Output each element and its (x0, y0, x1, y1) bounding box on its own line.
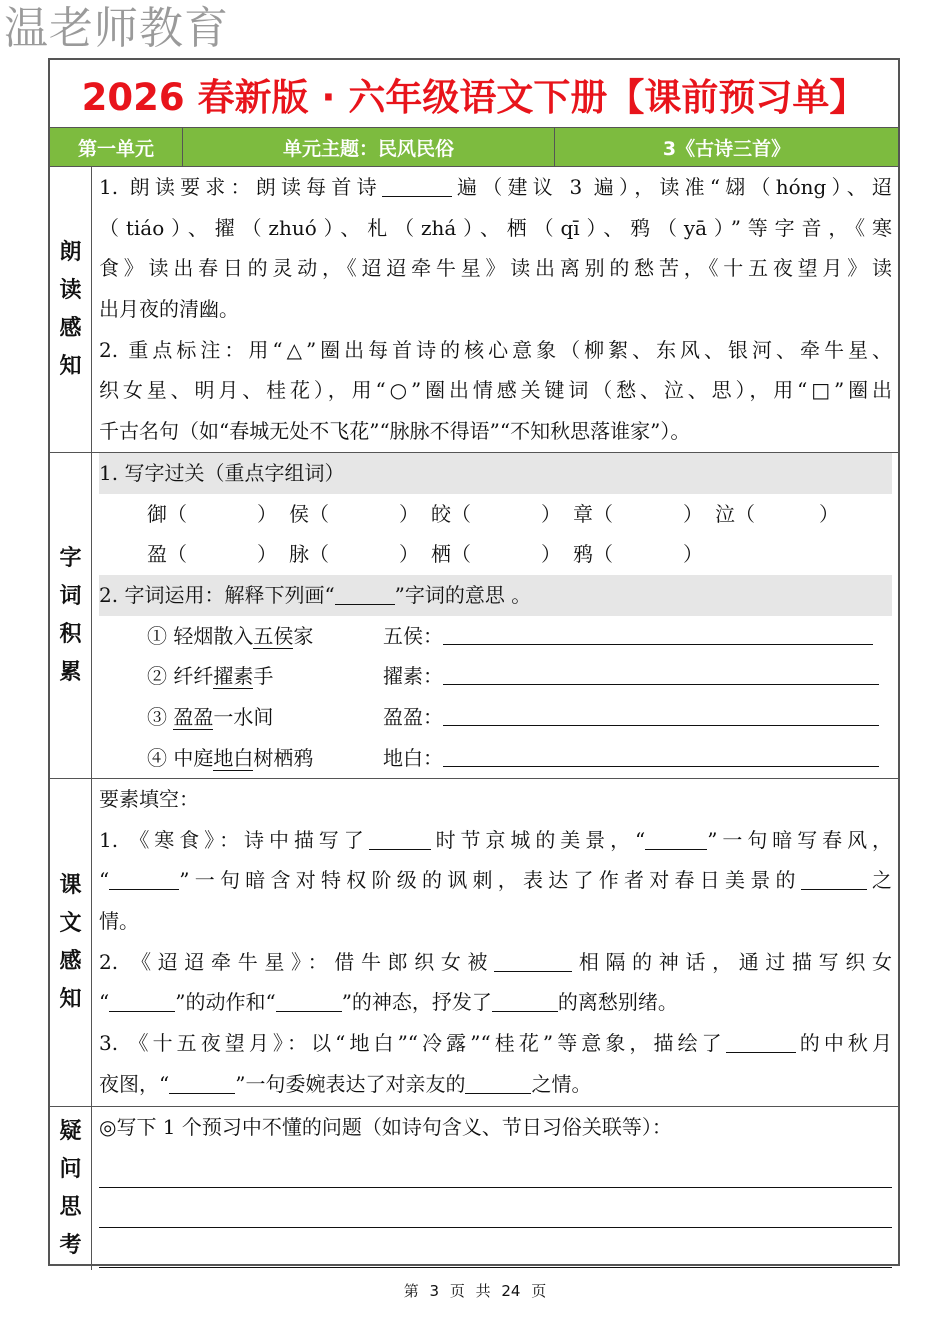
label-char: 疑 (59, 1118, 82, 1144)
answer-blank[interactable] (494, 947, 572, 972)
text-line: “ ”的动作和“ ”的神态，抒发了 的离愁别绪。 (99, 982, 892, 1023)
char-item[interactable]: 章（ ） (573, 501, 703, 526)
section-label-vocab (50, 453, 92, 778)
answer-line[interactable] (443, 620, 873, 645)
text-line: 食》读出春日的灵动，《迢迢牵牛星》读出离别的愁苦，《十五夜望月》读 (99, 256, 892, 281)
answer-blank[interactable] (382, 172, 452, 197)
label-char: 问 (59, 1156, 82, 1182)
question-title: 2. 字词运用：解释下列画“ ”字词的意思 。 (99, 575, 892, 616)
char-item[interactable]: 栖（ ） (431, 542, 561, 567)
char-item[interactable]: 皎（ ） (431, 501, 561, 526)
answer-blank[interactable] (726, 1028, 796, 1053)
question-content (92, 1107, 898, 1270)
char-item[interactable]: 盈（ ） (147, 542, 277, 567)
text-line: 1. 《寒食》：诗中描写了 时节京城的美景，“ ”一句暗写春风， (99, 820, 892, 861)
section-label-text (50, 779, 92, 1106)
char-item[interactable]: 泣（ ） (715, 501, 839, 526)
char-row (99, 534, 892, 575)
theme-cell: 单元主题：民风民俗 (183, 128, 555, 166)
label-char: 累 (59, 659, 82, 685)
text-line: 3. 《十五夜望月》：以“地白”“冷露”“桂花”等意象，描绘了 的中秋月 (99, 1023, 892, 1064)
question-title: 1. 写字过关（重点字组词） (99, 453, 892, 494)
label-char: 朗 (59, 239, 82, 265)
text-line: 出月夜的清幽。 (99, 297, 239, 322)
reading-content (92, 167, 898, 452)
char-item[interactable]: 御（ ） (147, 501, 277, 526)
section-label-reading (50, 167, 92, 452)
watermark: 温老师教育 (4, 3, 229, 54)
label-char: 读 (59, 277, 82, 303)
answer-line[interactable] (99, 1148, 892, 1188)
vocab-item: ④ 中庭地白树栖鸦 地白： (99, 738, 892, 779)
worksheet (48, 58, 900, 1266)
answer-blank[interactable] (109, 865, 179, 890)
vocab-item: ① 轻烟散入五侯家 五侯： (99, 616, 892, 657)
vocab-item: ② 纤纤擢素手 擢素： (99, 656, 892, 697)
answer-blank[interactable] (492, 987, 558, 1012)
char-item[interactable]: 侯（ ） (289, 501, 419, 526)
underline-sample (335, 580, 395, 605)
label-char: 考 (59, 1232, 82, 1258)
answer-line[interactable] (443, 701, 879, 726)
answer-blank[interactable] (276, 987, 342, 1012)
label-char: 感 (59, 315, 82, 341)
answer-blank[interactable] (109, 987, 175, 1012)
answer-blank[interactable] (645, 825, 707, 850)
text-line: 织女星、明月、桂花），用“○”圈出情感关键词（愁、泣、思），用“□”圈出 (99, 378, 892, 403)
label-char: 字 (59, 545, 82, 571)
answer-blank[interactable] (169, 1069, 235, 1094)
answer-line[interactable] (99, 1188, 892, 1228)
answer-line[interactable] (99, 1228, 892, 1268)
page-footer: 第 3 页 共 24 页 (403, 1282, 547, 1300)
lesson-cell: 3《古诗三首》 (662, 137, 791, 160)
answer-blank[interactable] (369, 825, 431, 850)
text-content (92, 779, 898, 1106)
section-label-question (50, 1107, 92, 1270)
text-line: 千古名句（如“春城无处不飞花”“脉脉不得语”“不知秋思落谁家”）。 (99, 419, 691, 444)
unit-cell: 第一单元 (50, 128, 183, 166)
answer-blank[interactable] (801, 865, 867, 890)
char-item[interactable]: 脉（ ） (289, 542, 419, 567)
worksheet-title: 2026 春新版 · 六年级语文下册【课前预习单】 (50, 60, 898, 128)
text-line: “ ”一句暗含对特权阶级的讽刺，表达了作者对春日美景的 之 (99, 860, 892, 901)
label-char: 积 (59, 621, 82, 647)
char-row (99, 494, 892, 535)
section-question (50, 1106, 898, 1270)
char-item[interactable]: 鸦（ ） (573, 542, 703, 567)
label-char: 感 (59, 948, 82, 974)
header-row (50, 128, 898, 166)
text-line: 夜图，“ ”一句委婉表达了对亲友的 之情。 (99, 1064, 892, 1105)
section-text (50, 778, 898, 1106)
label-char: 知 (59, 353, 82, 379)
answer-line[interactable] (443, 660, 879, 685)
text-line: （tiáo）、擢（zhuó）、札（zhá）、栖（qī）、鸦（yā）”等字音，《寒 (99, 215, 892, 240)
text-line: 2. 《迢迢牵牛星》：借牛郎织女被 相隔的神话，通过描写织女 (99, 942, 892, 983)
label-char: 思 (59, 1194, 82, 1220)
vocab-content (92, 453, 898, 778)
label-char: 知 (59, 986, 82, 1012)
section-vocab (50, 452, 898, 778)
text-line: 情。 (99, 909, 139, 934)
section-reading (50, 166, 898, 452)
label-char: 词 (59, 583, 82, 609)
vocab-item: ③ 盈盈一水间 盈盈： (99, 697, 892, 738)
text-line: 要素填空： (99, 787, 199, 811)
question-prompt: ◎写下 1 个预习中不懂的问题（如诗句含义、节日习俗关联等）： (99, 1115, 672, 1139)
text-line: 2. 重点标注：用“△”圈出每首诗的核心意象（柳絮、东风、银河、牵牛星、 (99, 337, 892, 362)
text-line: 1. 朗读要求：朗读每首诗 遍（建议 3 遍），读准“翃（hóng）、迢 (99, 167, 892, 208)
answer-blank[interactable] (465, 1069, 531, 1094)
answer-line[interactable] (443, 742, 879, 767)
label-char: 文 (59, 910, 82, 936)
label-char: 课 (59, 872, 82, 898)
